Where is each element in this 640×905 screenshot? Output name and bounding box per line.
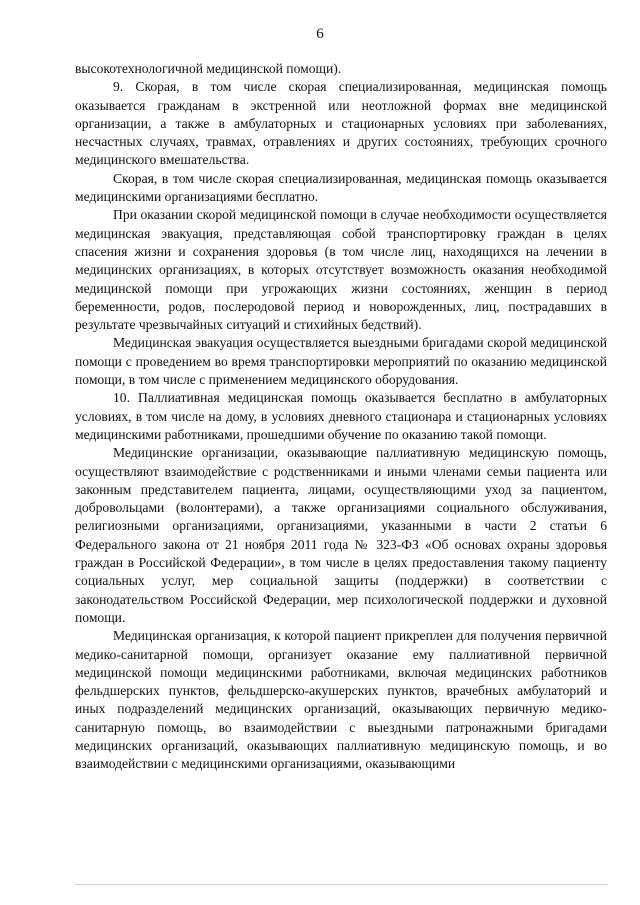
- document-body: [75, 60, 607, 774]
- paragraph: Медицинская эвакуация осуществляется выездными бригадами скорой медицинской помощи с проведением во время транспортировки мероприятий по оказанию медицинской помощи, в том числе с применением медицинского оборудования.: [75, 335, 607, 388]
- paragraph: Медицинская организация, к которой пациент прикреплен для получения первичной медико-санитарной помощи, организует оказание ему паллиативной первичной медицинской помощи медицинскими работниками, включая медицинских работников фельдшерских пунктов, фельдшерско-акушерских пунктов, врачебных амбулаторий и иных подразделений медицинских организаций, оказывающих первичную медико-санитарную помощь, во взаимодействии с выездными патронажными бригадами медицинских организаций, оказывающих паллиативную медицинскую помощь, и во взаимодействии с медицинскими организациями, оказывающими: [75, 628, 607, 772]
- page-bottom-rule: [75, 884, 607, 885]
- paragraph: Скорая, в том числе скорая специализированная, медицинская помощь оказывается медицинскими организациями бесплатно.: [75, 170, 607, 205]
- paragraph: При оказании скорой медицинской помощи в случае необходимости осуществляется медицинская эвакуация, представляющая собой транспортировку граждан в целях спасения жизни и сохранения здоровья (в том числе лиц, находящихся на лечении в медицинских организациях, в которых отсутствует возможность оказания необходимой медицинской помощи при угрожающих жизни состояниях, женщин в период беременности, родов, послеродовой период и новорожденных, лиц, пострадавших в результате чрезвычайных ситуаций и стихийных бедствий).: [75, 207, 607, 333]
- page-number: 6: [316, 26, 324, 42]
- paragraph-continuation: высокотехнологичной медицинской помощи).: [75, 61, 342, 76]
- paragraph-item-10: 10. Паллиативная медицинская помощь оказывается бесплатно в амбулаторных условиях, в том числе на дому, в условиях дневного стационара и стационарных условиях медицинскими работниками, прошедшими обучение по оказанию такой помощи.: [75, 390, 607, 442]
- paragraph-item-9: 9. Скорая, в том числе скорая специализированная, медицинская помощь оказывается гражданам в экстренной или неотложной формах вне медицинской организации, а также в амбулаторных и стационарных условиях при заболеваниях, несчастных случаях, травмах, отравлениях и других состояниях, требующих срочного медицинского вмешательства.: [75, 79, 607, 168]
- paragraph: Медицинские организации, оказывающие паллиативную медицинскую помощь, осуществляют взаимодействие с родственниками и иными членами семьи пациента или законным представителем пациента, лицами, осуществляющими уход за пациентом, добровольцами (волонтерами), а также организациями социального обслуживания, религиозными организациями, организациями, указанными в части 2 статьи 6 Федерального закона от 21 ноября 2011 года № 323-ФЗ «Об основах охраны здоровья граждан в Российской Федерации», в том числе в целях предоставления такому пациенту социальных услуг, мер социальной защиты (поддержки) в соответствии с законодательством Российской Федерации, мер психологической поддержки и духовной помощи.: [75, 445, 607, 625]
